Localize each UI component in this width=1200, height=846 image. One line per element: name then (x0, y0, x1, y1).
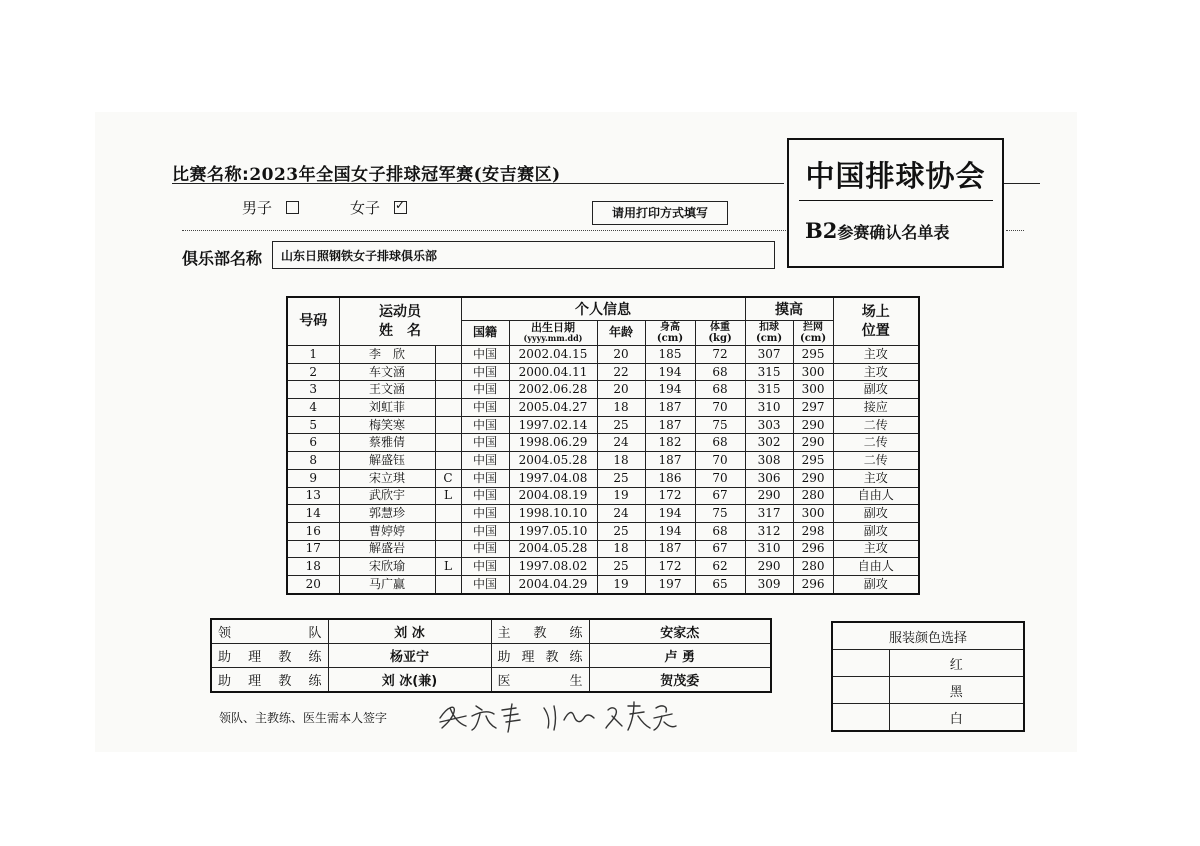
roster-block: 296 (793, 575, 833, 593)
roster-name: 解盛钰 (339, 452, 435, 470)
roster-weight: 68 (695, 381, 745, 399)
roster-height: 194 (645, 522, 695, 540)
table-row (287, 363, 919, 381)
col-spike (745, 321, 793, 346)
roster-age: 18 (597, 399, 645, 417)
association-name: 中国排球协会 (805, 159, 986, 193)
roster-birth: 2004.05.28 (509, 540, 597, 558)
roster-name: 梅笑寒 (339, 416, 435, 434)
roster-block: 295 (793, 346, 833, 364)
uniform-check-red[interactable] (832, 650, 889, 677)
roster-spike: 308 (745, 452, 793, 470)
roster-spike: 302 (745, 434, 793, 452)
roster-number: 14 (287, 505, 339, 523)
head-coach-value[interactable]: 安家杰 (589, 619, 771, 644)
roster-role: L (435, 558, 461, 576)
roster-number: 17 (287, 540, 339, 558)
roster-position: 接应 (833, 399, 919, 417)
roster-spike: 315 (745, 363, 793, 381)
roster-age: 19 (597, 575, 645, 593)
roster-name: 曹婷婷 (339, 522, 435, 540)
table-row (287, 381, 919, 399)
roster-position: 副攻 (833, 505, 919, 523)
roster-spike: 290 (745, 558, 793, 576)
roster-spike: 312 (745, 522, 793, 540)
roster-position: 主攻 (833, 363, 919, 381)
signature-leader (544, 706, 594, 730)
roster-height: 172 (645, 487, 695, 505)
roster-number: 8 (287, 452, 339, 470)
roster-name: 李 欣 (339, 346, 435, 364)
col-weight-unit: (kg) (708, 333, 732, 344)
uniform-color-white: 白 (889, 704, 1024, 732)
uniform-color-red: 红 (889, 650, 1024, 677)
table-row (287, 469, 919, 487)
roster-role (435, 505, 461, 523)
head-coach-label: 主教练 (491, 619, 589, 644)
association-box (787, 138, 1004, 268)
roster-age: 19 (597, 487, 645, 505)
col-weight (695, 321, 745, 346)
roster-nationality: 中国 (461, 399, 509, 417)
roster-birth: 2004.04.29 (509, 575, 597, 593)
roster-body (287, 346, 919, 594)
roster-name: 王文涵 (339, 381, 435, 399)
asst-coach-label-1: 助理教练 (211, 644, 328, 668)
roster-role (435, 416, 461, 434)
table-row (287, 487, 919, 505)
col-personal-info: 个人信息 (461, 297, 745, 321)
title-underline (172, 183, 784, 184)
table-row (287, 399, 919, 417)
roster-number: 16 (287, 522, 339, 540)
roster-birth: 1997.08.02 (509, 558, 597, 576)
roster-birth: 2004.05.28 (509, 452, 597, 470)
signature-doctor (606, 702, 676, 730)
male-label: 男子 (242, 199, 273, 217)
roster-weight: 65 (695, 575, 745, 593)
table-row (287, 558, 919, 576)
roster-age: 25 (597, 558, 645, 576)
roster-role (435, 522, 461, 540)
signature-note: 领队、主教练、医生需本人签字 (219, 711, 388, 725)
roster-birth: 1998.10.10 (509, 505, 597, 523)
roster-weight: 68 (695, 363, 745, 381)
col-position (833, 297, 919, 346)
col-block-unit: (cm) (799, 333, 827, 344)
col-block-label: 拦网 (803, 322, 824, 333)
doctor-value[interactable]: 贺茂委 (589, 668, 771, 693)
roster-height: 194 (645, 363, 695, 381)
roster-height: 194 (645, 381, 695, 399)
roster-role (435, 434, 461, 452)
roster-age: 20 (597, 381, 645, 399)
club-name-field[interactable]: 山东日照钢铁女子排球俱乐部 (272, 241, 775, 269)
col-reach: 摸高 (745, 297, 833, 321)
roster-spike: 303 (745, 416, 793, 434)
roster-block: 300 (793, 505, 833, 523)
roster-nationality: 中国 (461, 540, 509, 558)
roster-height: 172 (645, 558, 695, 576)
roster-role (435, 540, 461, 558)
competition-title (172, 160, 561, 185)
signature-head-coach (440, 704, 520, 732)
col-athlete-line2: 姓 名 (379, 322, 421, 339)
doctor-label: 医生 (491, 668, 589, 693)
roster-height: 187 (645, 452, 695, 470)
uniform-table (831, 621, 1025, 732)
roster-name: 郭慧珍 (339, 505, 435, 523)
asst-coach-label-2: 助理教练 (211, 668, 328, 693)
roster-role: L (435, 487, 461, 505)
roster-name: 刘虹菲 (339, 399, 435, 417)
form-heading (805, 218, 949, 243)
roster-nationality: 中国 (461, 363, 509, 381)
roster-number: 20 (287, 575, 339, 593)
roster-weight: 75 (695, 416, 745, 434)
roster-height: 185 (645, 346, 695, 364)
roster-height: 182 (645, 434, 695, 452)
male-checkbox[interactable] (286, 201, 299, 214)
roster-position: 副攻 (833, 575, 919, 593)
roster-height: 186 (645, 469, 695, 487)
roster-role (435, 381, 461, 399)
dotted-divider (182, 230, 786, 231)
club-label: 俱乐部名称 (182, 249, 263, 268)
uniform-color-black: 黑 (889, 677, 1024, 704)
roster-nationality: 中国 (461, 575, 509, 593)
roster-weight: 70 (695, 399, 745, 417)
roster-height: 187 (645, 540, 695, 558)
roster-age: 24 (597, 505, 645, 523)
roster-number: 9 (287, 469, 339, 487)
uniform-title: 服装颜色选择 (832, 622, 1024, 650)
roster-role (435, 452, 461, 470)
table-row (287, 505, 919, 523)
roster-name: 武欣宇 (339, 487, 435, 505)
roster-block: 300 (793, 381, 833, 399)
roster-age: 18 (597, 540, 645, 558)
roster-block: 298 (793, 522, 833, 540)
roster-weight: 70 (695, 469, 745, 487)
roster-spike: 317 (745, 505, 793, 523)
competition-name: 2023年全国女子排球冠军赛(安吉赛区) (249, 165, 561, 185)
roster-name: 解盛岩 (339, 540, 435, 558)
roster-birth: 1997.04.08 (509, 469, 597, 487)
roster-role (435, 346, 461, 364)
roster-age: 24 (597, 434, 645, 452)
roster-position: 副攻 (833, 522, 919, 540)
roster-number: 3 (287, 381, 339, 399)
roster-weight: 75 (695, 505, 745, 523)
roster-position: 自由人 (833, 558, 919, 576)
roster-block: 300 (793, 363, 833, 381)
asst-coach-value-3[interactable]: 卢 勇 (589, 644, 771, 668)
table-row (287, 452, 919, 470)
roster-weight: 72 (695, 346, 745, 364)
roster-age: 25 (597, 469, 645, 487)
roster-spike: 315 (745, 381, 793, 399)
roster-nationality: 中国 (461, 452, 509, 470)
roster-spike: 307 (745, 346, 793, 364)
handwritten-signatures (436, 696, 696, 736)
col-nationality (461, 321, 509, 346)
table-row (287, 575, 919, 593)
roster-birth: 2002.04.15 (509, 346, 597, 364)
col-position-line2: 位置 (861, 322, 890, 339)
roster-nationality: 中国 (461, 434, 509, 452)
roster-spike: 310 (745, 399, 793, 417)
roster-height: 197 (645, 575, 695, 593)
roster-number: 18 (287, 558, 339, 576)
roster-block: 290 (793, 469, 833, 487)
asst-coach-label-3: 助理教练 (491, 644, 589, 668)
leader-value[interactable]: 刘 冰 (328, 619, 491, 644)
roster-number: 6 (287, 434, 339, 452)
title-underline-right (1004, 183, 1040, 184)
roster-table (286, 296, 920, 595)
roster-position: 主攻 (833, 540, 919, 558)
roster-name: 宋欣瑜 (339, 558, 435, 576)
roster-birth: 1997.05.10 (509, 522, 597, 540)
roster-height: 187 (645, 416, 695, 434)
table-row (287, 416, 919, 434)
table-row (287, 540, 919, 558)
roster-block: 280 (793, 487, 833, 505)
col-height-label: 身高 (660, 322, 680, 333)
roster-nationality: 中国 (461, 522, 509, 540)
col-athlete (339, 297, 461, 346)
roster-weight: 70 (695, 452, 745, 470)
roster-name: 车文涵 (339, 363, 435, 381)
roster-nationality: 中国 (461, 346, 509, 364)
roster-name: 蔡雅倩 (339, 434, 435, 452)
roster-position: 主攻 (833, 346, 919, 364)
roster-nationality: 中国 (461, 558, 509, 576)
col-number: 号码 (287, 297, 339, 346)
roster-weight: 68 (695, 434, 745, 452)
col-height (645, 321, 695, 346)
col-block (793, 321, 833, 346)
col-nationality-label: 国籍 (472, 325, 497, 339)
roster-block: 290 (793, 416, 833, 434)
asst-coach-value-1[interactable]: 杨亚宁 (328, 644, 491, 668)
roster-number: 4 (287, 399, 339, 417)
roster-birth: 2004.08.19 (509, 487, 597, 505)
roster-nationality: 中国 (461, 487, 509, 505)
roster-height: 187 (645, 399, 695, 417)
uniform-check-black[interactable] (832, 677, 889, 704)
leader-label: 领队 (211, 619, 328, 644)
dotted-divider-right (1006, 230, 1024, 231)
association-rule (799, 200, 993, 201)
roster-nationality: 中国 (461, 505, 509, 523)
roster-block: 290 (793, 434, 833, 452)
roster-age: 20 (597, 346, 645, 364)
roster-birth: 2005.04.27 (509, 399, 597, 417)
roster-nationality: 中国 (461, 469, 509, 487)
roster-birth: 2002.06.28 (509, 381, 597, 399)
roster-birth: 1998.06.29 (509, 434, 597, 452)
roster-weight: 68 (695, 522, 745, 540)
female-label: 女子 (350, 199, 381, 217)
roster-nationality: 中国 (461, 381, 509, 399)
roster-weight: 67 (695, 487, 745, 505)
roster-number: 2 (287, 363, 339, 381)
print-note: 请用打印方式填写 (592, 201, 728, 225)
form-code: B2 (805, 218, 838, 243)
roster-name: 马广赢 (339, 575, 435, 593)
roster-age: 18 (597, 452, 645, 470)
roster-number: 1 (287, 346, 339, 364)
form-title: 参赛确认名单表 (837, 223, 950, 242)
roster-number: 13 (287, 487, 339, 505)
roster-role: C (435, 469, 461, 487)
competition-label: 比赛名称: (172, 165, 250, 185)
uniform-check-white[interactable] (832, 704, 889, 732)
roster-block: 297 (793, 399, 833, 417)
roster-number: 5 (287, 416, 339, 434)
roster-nationality: 中国 (461, 416, 509, 434)
roster-birth: 2000.04.11 (509, 363, 597, 381)
female-checkbox[interactable] (394, 201, 407, 214)
roster-weight: 67 (695, 540, 745, 558)
roster-spike: 310 (745, 540, 793, 558)
col-athlete-line1: 运动员 (379, 303, 421, 320)
col-birth-label: 出生日期 (531, 321, 575, 334)
roster-position: 二传 (833, 452, 919, 470)
roster-age: 25 (597, 522, 645, 540)
col-spike-unit: (cm) (755, 333, 783, 344)
roster-spike: 309 (745, 575, 793, 593)
table-row (287, 522, 919, 540)
roster-position: 二传 (833, 416, 919, 434)
roster-age: 25 (597, 416, 645, 434)
roster-weight: 62 (695, 558, 745, 576)
female-option[interactable] (350, 197, 407, 218)
roster-position: 自由人 (833, 487, 919, 505)
table-row (287, 434, 919, 452)
roster-spike: 290 (745, 487, 793, 505)
roster-age: 22 (597, 363, 645, 381)
roster-block: 295 (793, 452, 833, 470)
roster-birth: 1997.02.14 (509, 416, 597, 434)
roster-name: 宋立琪 (339, 469, 435, 487)
table-row (287, 346, 919, 364)
roster-role (435, 399, 461, 417)
roster-role (435, 363, 461, 381)
roster-position: 副攻 (833, 381, 919, 399)
roster-role (435, 575, 461, 593)
staff-table (210, 618, 772, 693)
col-position-line1: 场上 (861, 303, 890, 320)
male-option[interactable] (242, 197, 299, 218)
col-age-label: 年龄 (608, 325, 633, 339)
col-height-unit: (cm) (656, 333, 684, 344)
roster-spike: 306 (745, 469, 793, 487)
roster-position: 二传 (833, 434, 919, 452)
col-birth (509, 321, 597, 346)
roster-height: 194 (645, 505, 695, 523)
asst-coach-value-2[interactable]: 刘 冰(兼) (328, 668, 491, 693)
roster-position: 主攻 (833, 469, 919, 487)
col-birth-format: (yyyy.mm.dd) (523, 333, 583, 343)
col-age (597, 321, 645, 346)
col-weight-label: 体重 (710, 322, 731, 333)
roster-block: 296 (793, 540, 833, 558)
roster-block: 280 (793, 558, 833, 576)
col-spike-label: 扣球 (759, 322, 780, 333)
